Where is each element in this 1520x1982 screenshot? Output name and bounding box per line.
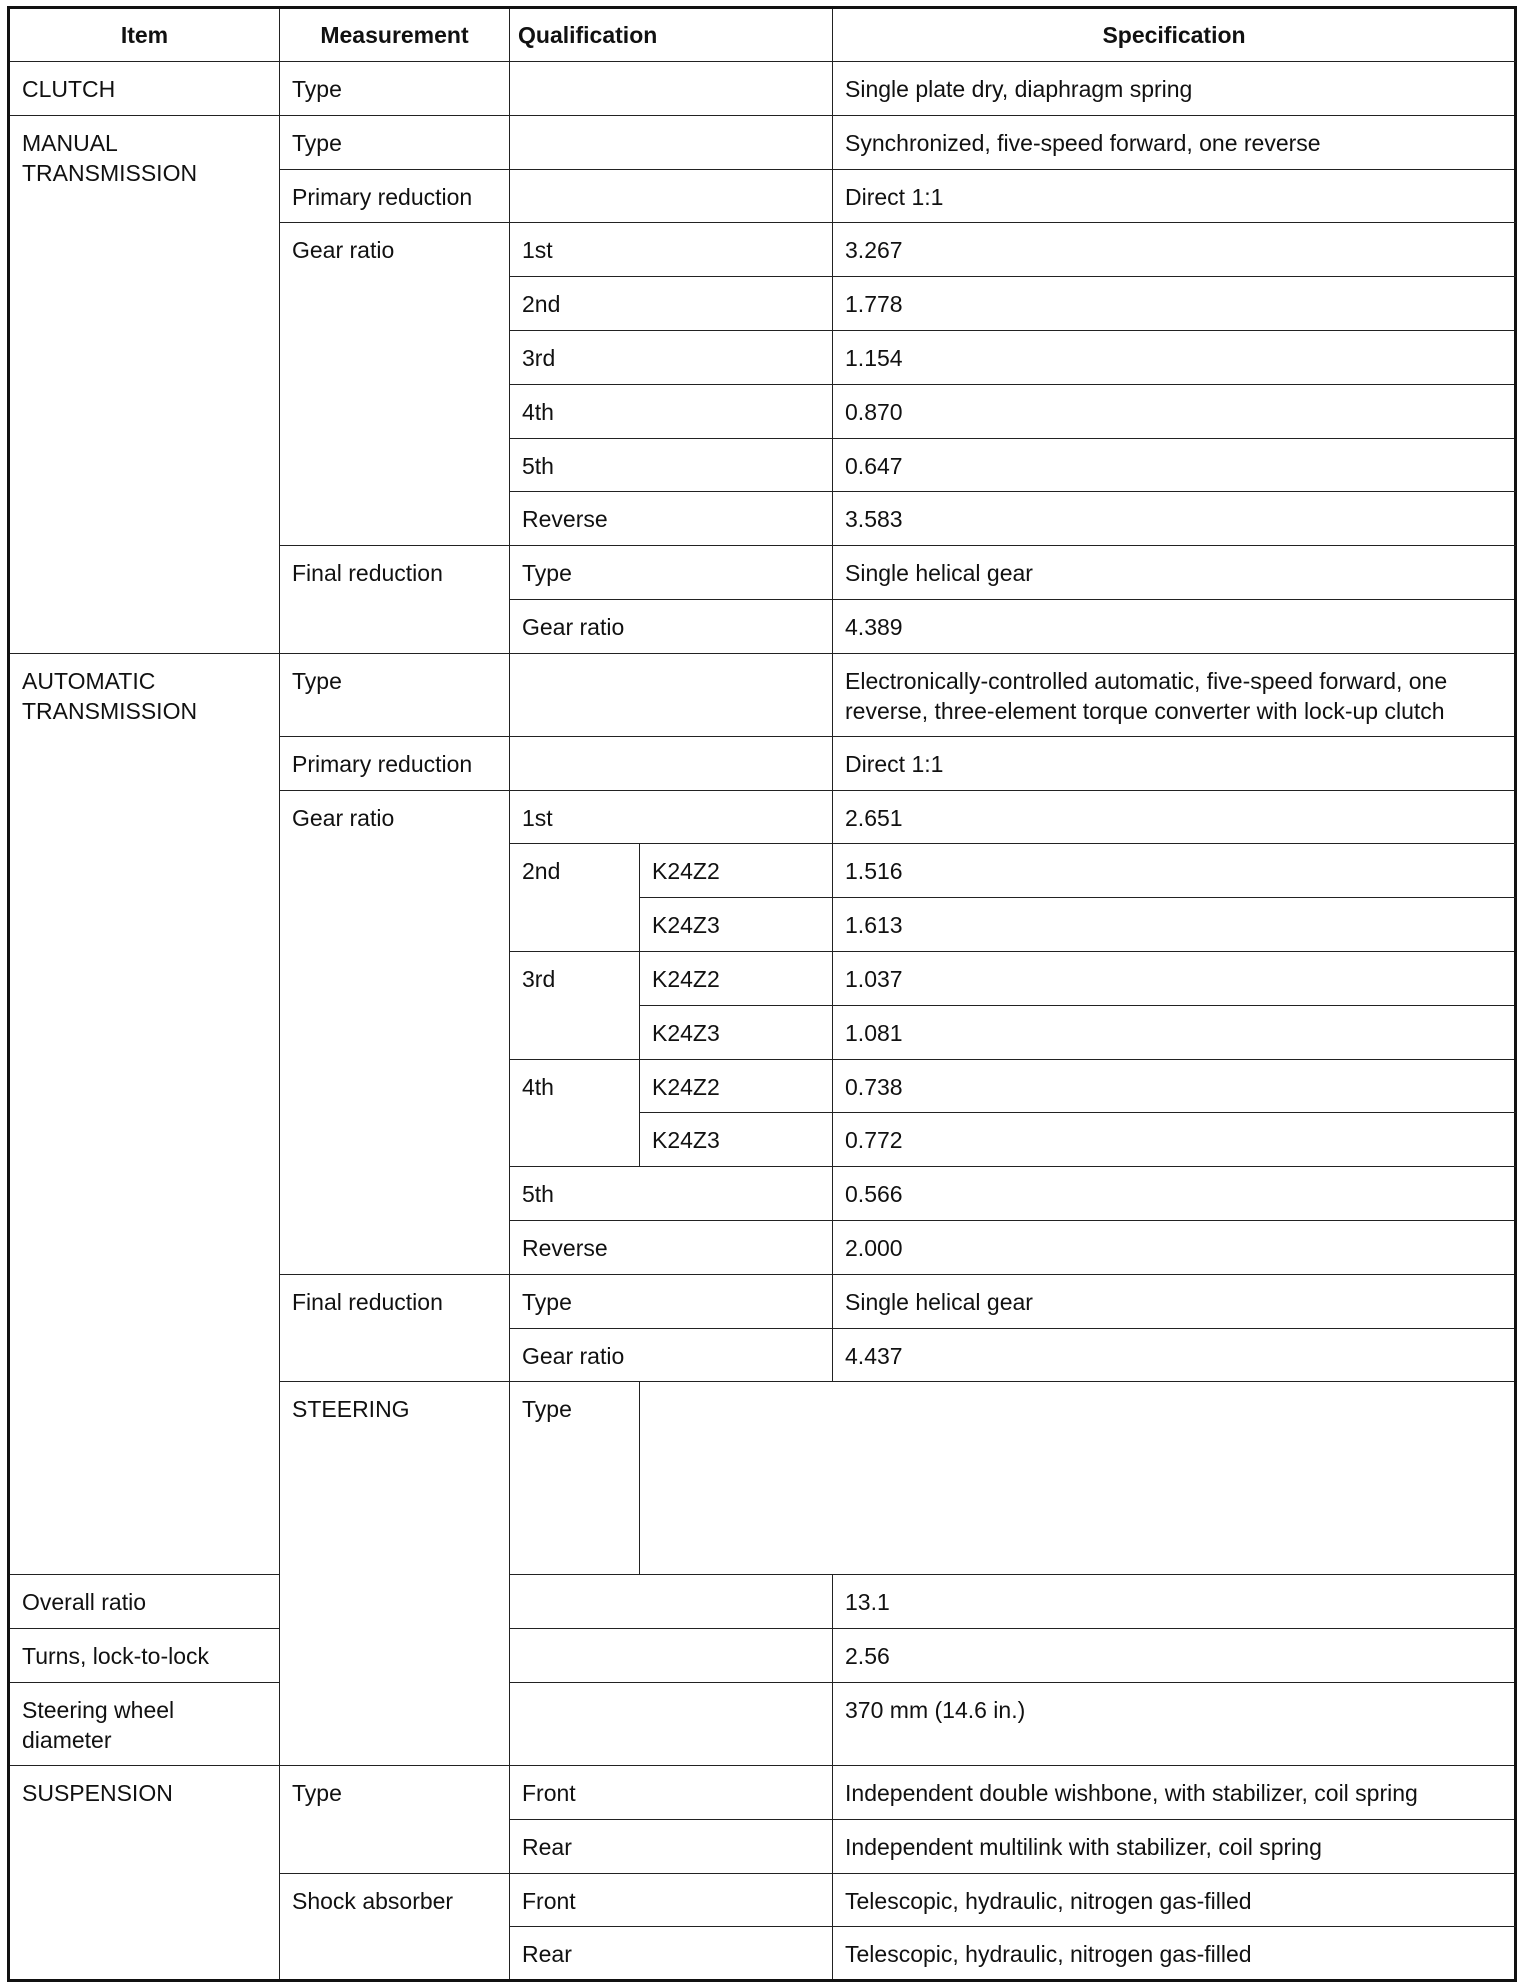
specification-cell: Single helical gear [833, 1274, 1516, 1328]
specification-cell: 0.647 [833, 438, 1516, 492]
qualification-cell: Gear ratio [510, 1328, 833, 1382]
table-row [9, 1682, 1516, 1765]
header-row [9, 8, 1516, 62]
measurement-cell: Turns, lock-to-lock [9, 1629, 280, 1683]
item-manual-transmission: MANUAL TRANSMISSION [9, 115, 280, 653]
specification-cell: 1.613 [833, 898, 1516, 952]
qualification-cell [510, 653, 833, 736]
specification-cell: 1.037 [833, 951, 1516, 1005]
item-suspension: SUSPENSION [9, 1765, 280, 1980]
item-steering: STEERING [280, 1382, 510, 1766]
specification-cell: 13.1 [833, 1575, 1516, 1629]
qualification-cell [510, 62, 833, 116]
qualification-cell [510, 169, 833, 223]
specification-cell: 370 mm (14.6 in.) [833, 1682, 1516, 1765]
specification-cell: Independent double wishbone, with stabilizer, coil spring [833, 1765, 1516, 1819]
model-cell: K24Z3 [640, 1005, 833, 1059]
specification-cell: 1.081 [833, 1005, 1516, 1059]
measurement-cell: Shock absorber [280, 1873, 510, 1981]
qualification-cell: Rear [510, 1819, 833, 1873]
qualification-cell: Rear [510, 1927, 833, 1981]
qualification-cell: 4th [510, 384, 833, 438]
measurement-cell: Type [280, 653, 510, 736]
table-row [9, 1765, 1516, 1819]
table-row [9, 1575, 1516, 1629]
model-cell: K24Z2 [640, 1059, 833, 1113]
table-row [9, 62, 1516, 116]
specification-cell: Single plate dry, diaphragm spring [833, 62, 1516, 116]
specification-cell: 2.000 [833, 1220, 1516, 1274]
qualification-cell [510, 1629, 833, 1683]
qualification-cell [510, 736, 833, 790]
item-clutch: CLUTCH [9, 62, 280, 116]
qualification-cell [510, 1575, 833, 1629]
qualification-cell: 2nd [510, 277, 833, 331]
measurement-cell: Type [280, 62, 510, 116]
qualification-cell: Front [510, 1873, 833, 1927]
qualification-cell: Reverse [510, 492, 833, 546]
specification-cell: 0.738 [833, 1059, 1516, 1113]
specification-cell: 3.267 [833, 223, 1516, 277]
model-cell: K24Z2 [640, 951, 833, 1005]
qualification-cell: 5th [510, 438, 833, 492]
specification-cell: 2.56 [833, 1629, 1516, 1683]
qualification-cell: Gear ratio [510, 599, 833, 653]
specification-cell: Single helical gear [833, 546, 1516, 600]
specification-cell: 1.154 [833, 330, 1516, 384]
qualification-cell: Type [510, 1274, 833, 1328]
specification-cell: 4.437 [833, 1328, 1516, 1382]
specification-cell: 0.566 [833, 1167, 1516, 1221]
qualification-cell: 1st [510, 223, 833, 277]
measurement-cell: Final reduction [280, 1274, 510, 1382]
specification-cell: 1.778 [833, 277, 1516, 331]
qualification-cell: Type [510, 546, 833, 600]
qualification-cell: 3rd [510, 951, 640, 1059]
qualification-cell: 5th [510, 1167, 833, 1221]
header-qualification: Qualification [510, 8, 833, 62]
qualification-cell: Reverse [510, 1220, 833, 1274]
specification-cell: 4.389 [833, 599, 1516, 653]
model-cell: K24Z3 [640, 1113, 833, 1167]
specification-cell: Telescopic, hydraulic, nitrogen gas-filled [833, 1927, 1516, 1981]
measurement-cell: Primary reduction [280, 736, 510, 790]
specification-cell: Telescopic, hydraulic, nitrogen gas-filled [833, 1873, 1516, 1927]
specification-cell: Electronically-controlled automatic, five-speed forward, one reverse, three-element torque converter with lock-up clutch [833, 653, 1516, 736]
header-specification: Specification [833, 8, 1516, 62]
measurement-cell: Final reduction [280, 546, 510, 654]
measurement-cell: Overall ratio [9, 1575, 280, 1629]
qualification-cell: 3rd [510, 330, 833, 384]
specification-cell: 3.583 [833, 492, 1516, 546]
specification-cell: Independent multilink with stabilizer, coil spring [833, 1819, 1516, 1873]
measurement-cell: Gear ratio [280, 223, 510, 546]
qualification-cell: 4th [510, 1059, 640, 1167]
measurement-cell: Type [280, 115, 510, 169]
measurement-cell: Type [280, 1765, 510, 1873]
specification-cell: Direct 1:1 [833, 169, 1516, 223]
specification-cell: Direct 1:1 [833, 736, 1516, 790]
specification-cell: 2.651 [833, 790, 1516, 844]
measurement-cell: Gear ratio [280, 790, 510, 1274]
header-item: Item [9, 8, 280, 62]
measurement-cell: Steering wheel diameter [9, 1682, 280, 1765]
header-measurement: Measurement [280, 8, 510, 62]
model-cell: K24Z3 [640, 898, 833, 952]
qualification-cell: 2nd [510, 844, 640, 952]
specification-cell: Synchronized, five-speed forward, one reverse [833, 115, 1516, 169]
specification-cell: 0.772 [833, 1113, 1516, 1167]
specification-cell: 0.870 [833, 384, 1516, 438]
table-row [9, 115, 1516, 169]
spec-table [7, 6, 1517, 1982]
qualification-cell: 1st [510, 790, 833, 844]
qualification-cell [510, 1682, 833, 1765]
measurement-cell: Type [510, 1382, 640, 1575]
qualification-cell: Front [510, 1765, 833, 1819]
qualification-cell [640, 1382, 1516, 1575]
item-automatic-transmission: AUTOMATIC TRANSMISSION [9, 653, 280, 1575]
table-row [9, 1629, 1516, 1683]
measurement-cell: Primary reduction [280, 169, 510, 223]
qualification-cell [510, 115, 833, 169]
specification-cell: 1.516 [833, 844, 1516, 898]
model-cell: K24Z2 [640, 844, 833, 898]
table-row [9, 653, 1516, 736]
